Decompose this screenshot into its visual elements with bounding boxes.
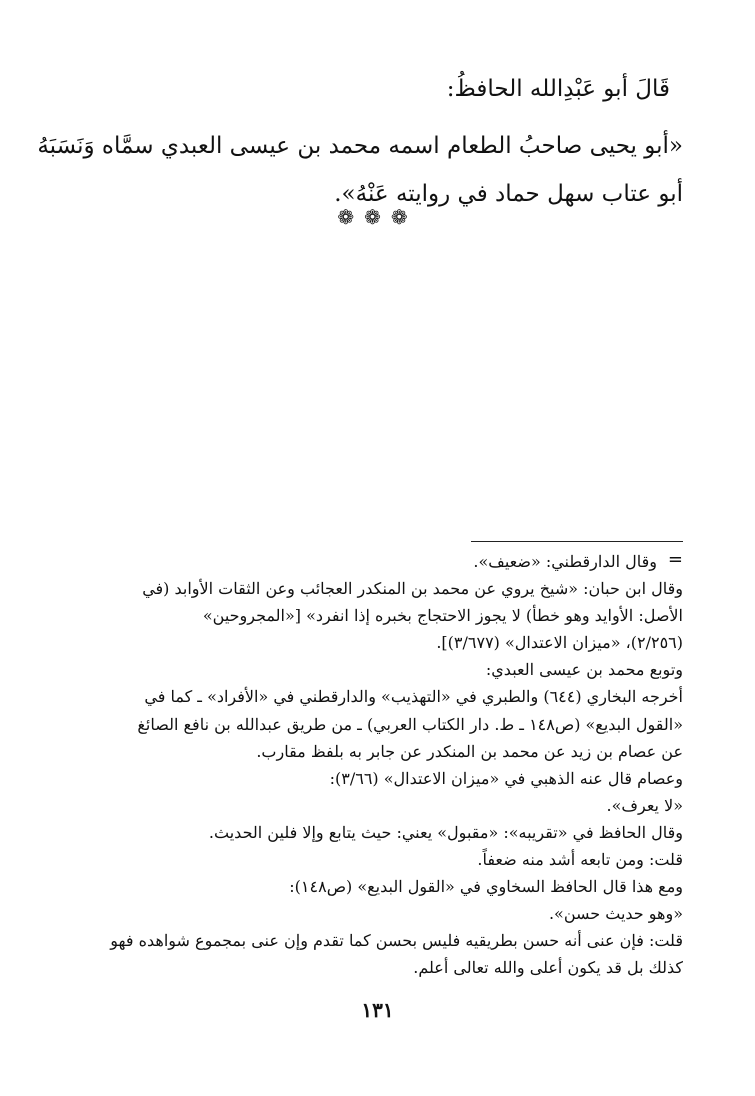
footnote-line: «القول البديع» (ص١٤٨ ـ ط. دار الكتاب العربي) ـ من طريق عبدالله بن نافع الصائغ	[137, 714, 683, 734]
footnote-line: وقال ابن حبان: «شيخ يروي عن محمد بن المنكدر العجائب وعن الثقات الأوابد (في	[142, 579, 683, 599]
footnote-line: قلت: فإن عنى أنه حسن بطريقيه فليس بحسن كما تقدم وإن عنى بمجموع شواهده فهو	[110, 931, 683, 951]
footnote-line: عن عصام بن زيد عن محمد بن المنكدر عن جابر به بلفظ مقارب.	[256, 741, 683, 761]
footnote-line: قلت: ومن تابعه أشد منه ضعفاً.	[477, 850, 683, 870]
footnote-separator	[471, 541, 683, 542]
quote-line: «أبو يحيى صاحبُ الطعام اسمه محمد بن عيسى العبدي سمَّاه وَنَسَبَهُ	[37, 133, 683, 159]
footnote-line: (٢/٢٥٦)، «ميزان الاعتدال» (٣/٦٧٧)].	[436, 633, 683, 653]
footnote-line: «لا يعرف».	[606, 795, 683, 815]
page-number: ١٣١	[361, 998, 394, 1022]
footnote-continuation-mark: =	[667, 549, 683, 570]
footnote-line: ومع هذا قال الحافظ السخاوي في «القول البديع» (ص١٤٨):	[289, 877, 683, 897]
footnote-line: أخرجه البخاري (٦٤٤) والطبري في «التهذيب» والدارقطني في «الأفراد» ـ كما في	[144, 687, 683, 707]
footnote-line: وعصام قال عنه الذهبي في «ميزان الاعتدال» (٣/٦٦):	[329, 768, 683, 788]
footnotes	[72, 548, 683, 982]
footnote-line: «وهو حديث حسن».	[548, 904, 683, 924]
footnote-line: وقال الحافظ في «تقريبه»: «مقبول» يعني: حيث يتابع وإلا فلين الحديث.	[208, 822, 683, 842]
quote-line: أبو عتاب سهل حماد في روايته عَنْهُ».	[334, 181, 683, 207]
footnote-line: كذلك بل قد يكون أعلى والله تعالى أعلم.	[413, 958, 683, 978]
section-ornament-icon: ❁❁❁	[337, 205, 418, 229]
main-heading: قَالَ أبو عَبْدِالله الحافظُ:	[446, 76, 670, 102]
main-quote	[37, 122, 683, 218]
footnote-line: الأصل: الأوايد وهو خطأ) لا يجوز الاحتجاج بخبره إذا انفرد» [«المجروحين»	[202, 606, 683, 626]
footnote-line: وقال الدارقطني: «ضعيف».	[473, 552, 657, 571]
footnote-line: وتوبع محمد بن عيسى العبدي:	[485, 660, 683, 680]
